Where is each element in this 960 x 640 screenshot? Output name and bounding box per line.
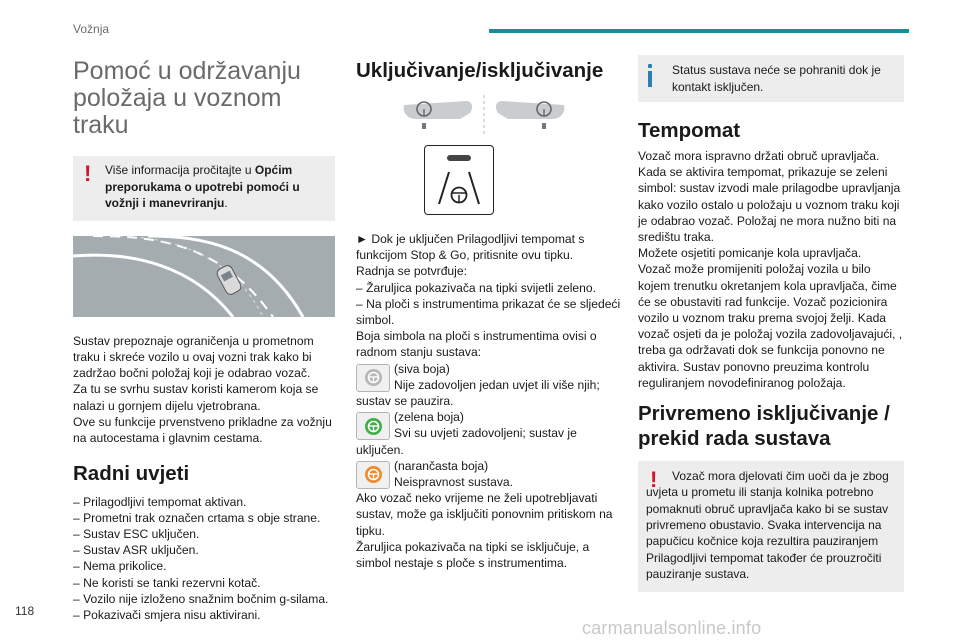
pause-note-text: Vozač mora djelovati čim uoči da je zbog uvjeta u prometu ili stanja kolnika potrebno pomaknuti obruč upravljača kako bi se sustav privremeno obustavio. Svaka intervencija na papučicu kočnice koja rezultira pauziranjem Prilagodljivi tempomat također će prouzročiti pauziranje sustava. — [646, 469, 889, 581]
description-text: Sustav prepoznaje ograničenja u prometnom traku i skreće vozilo u ovaj vozni trak kako bi zadržao bočni položaj koji je odabrao vozač. — [73, 333, 314, 381]
list-item: – Sustav ASR uključen. — [73, 543, 199, 558]
note-suffix: . — [224, 196, 228, 210]
list-item: – Prometni trak označen crtama s obje strane. — [73, 510, 321, 525]
state-text: Svi su uvjeti zadovoljeni; sustav je uključen. — [356, 426, 577, 457]
tempomat-paragraph: Kada se aktivira tempomat, prikazuje se zeleni simbol: sustav izvodi male prilagodbe upravljanja kako vozilo ostalo u položaju u voznom traku koji je odabrao vozač. Položaj ne mora nužno biti na središtu traka. — [638, 165, 901, 245]
description-text: Ove su funkcije prvenstveno prikladne za vožnju na autocestama i glavnim cestama. — [73, 414, 332, 446]
list-item: – Na ploči s instrumentima prikazat će se sljedeći simbol. — [356, 296, 621, 328]
pause-heading: Privremeno isključivanje / prekid rada sustava — [638, 402, 890, 451]
warning-exclamation-icon: ! — [84, 161, 92, 186]
deactivation-text — [356, 490, 621, 571]
tempomat-paragraph: Vozač može promijeniti položaj vozila u bilo kojem trenutku okretanjem kola upravljača, čime će se obustaviti rad funkcije. Vozač pozicionira vozilo u voznom traku prema svojoj želji. Kada vozač osjeti da je položaj vozila zadovoljavajući, , treba ga održavati dok se funkcija ponovno ne aktivira. Sustav ponovno preuzima kontrolu reguliranjem novodefiniranog položaja. — [638, 262, 903, 390]
list-item: – Žaruljica pokazivača na tipki svijetli zeleno. — [356, 280, 596, 295]
list-item: – Nema prikolice. — [73, 559, 167, 574]
state-green — [356, 409, 621, 458]
system-description — [73, 333, 335, 447]
state-label: (zelena boja) — [394, 410, 464, 425]
warning-exclamation-icon: ! — [650, 467, 658, 493]
page-title: Pomoć u održavanju položaja u voznom traku — [73, 57, 301, 139]
steering-wheel-button-illustration — [356, 95, 621, 139]
tempomat-heading: Tempomat — [638, 119, 741, 142]
activation-heading: Uključivanje/isključivanje — [356, 59, 604, 82]
lane-keeping-button-icon — [425, 146, 493, 214]
state-label: (siva boja) — [394, 361, 450, 376]
header-accent-bar — [489, 29, 909, 33]
state-grey — [356, 361, 621, 410]
info-icon — [648, 64, 652, 86]
tempomat-paragraph: Možete osjetiti pomicanje kola upravljača. — [638, 246, 862, 261]
info-note-text: Status sustava neće se pohraniti dok je kontakt isključen. — [672, 63, 881, 94]
state-text: Nije zadovoljen jedan uvjet ili više njih; sustav se pauzira. — [356, 377, 600, 409]
note-text: Više informacija pročitajte u — [105, 163, 255, 177]
state-label: (narančasta boja) — [394, 458, 489, 473]
road-curve-icon — [73, 236, 335, 317]
list-item: – Pokazivači smjera nisu aktivirani. — [73, 608, 261, 622]
conditions-list — [73, 494, 335, 624]
tempomat-paragraph: Vozač mora ispravno držati obruč upravljača. — [638, 149, 880, 163]
symbols-intro: Boja simbola na ploči s instrumentima ovisi o radnom stanju sustava: — [356, 329, 597, 360]
instruction-text: ► Dok je uključen Prilagodljivi tempomat s funkcijom Stop & Go, pritisnite ovu tipku. — [356, 232, 585, 263]
warning-note — [73, 156, 335, 221]
steering-control-icon — [356, 95, 621, 139]
list-item: – Sustav ESC uključen. — [73, 526, 200, 541]
lane-keeping-illustration — [73, 236, 335, 317]
state-text: Neispravnost sustava. — [394, 475, 513, 490]
state-orange — [356, 458, 621, 490]
lane-button-icon-box[interactable] — [424, 145, 494, 215]
info-note — [638, 55, 904, 102]
list-item: – Prilagodljivi tempomat aktivan. — [73, 494, 247, 509]
steering-orange-icon — [356, 461, 390, 489]
steering-grey-icon — [356, 364, 390, 392]
steering-green-icon — [356, 412, 390, 440]
list-item: – Ne koristi se tanki rezervni kotač. — [73, 575, 261, 590]
pause-warning-note — [638, 461, 904, 592]
description-text: Za tu se svrhu sustav koristi kamerom koja se nalazi u gornjem dijelu vjetrobrana. — [73, 382, 319, 413]
column-lane-keeping — [73, 50, 335, 623]
confirm-title: Radnja se potvrđuje: — [356, 264, 467, 279]
column-activation — [356, 50, 621, 571]
conditions-heading: Radni uvjeti — [73, 461, 190, 485]
list-item: – Vozilo nije izloženo snažnim bočnim g-silama. — [73, 591, 329, 606]
deactivation-paragraph: Žaruljica pokazivača na tipki se isključuje, a simbol nestaje s ploče s instrumentima. — [356, 539, 590, 571]
section-header: Vožnja — [73, 22, 110, 36]
watermark: carmanualsonline.info — [582, 618, 762, 638]
column-cruise — [638, 50, 904, 592]
tempomat-text — [638, 148, 904, 391]
note-link-text: Općim preporukama o upotrebi pomoći u vožnji i manevriranju — [105, 163, 300, 210]
deactivation-paragraph: Ako vozač neko vrijeme ne želi upotrebljavati sustav, može ga isključiti ponovnim pritiskom na tipku. — [356, 491, 613, 538]
page-number: 118 — [15, 604, 35, 618]
activation-instructions — [356, 231, 621, 361]
